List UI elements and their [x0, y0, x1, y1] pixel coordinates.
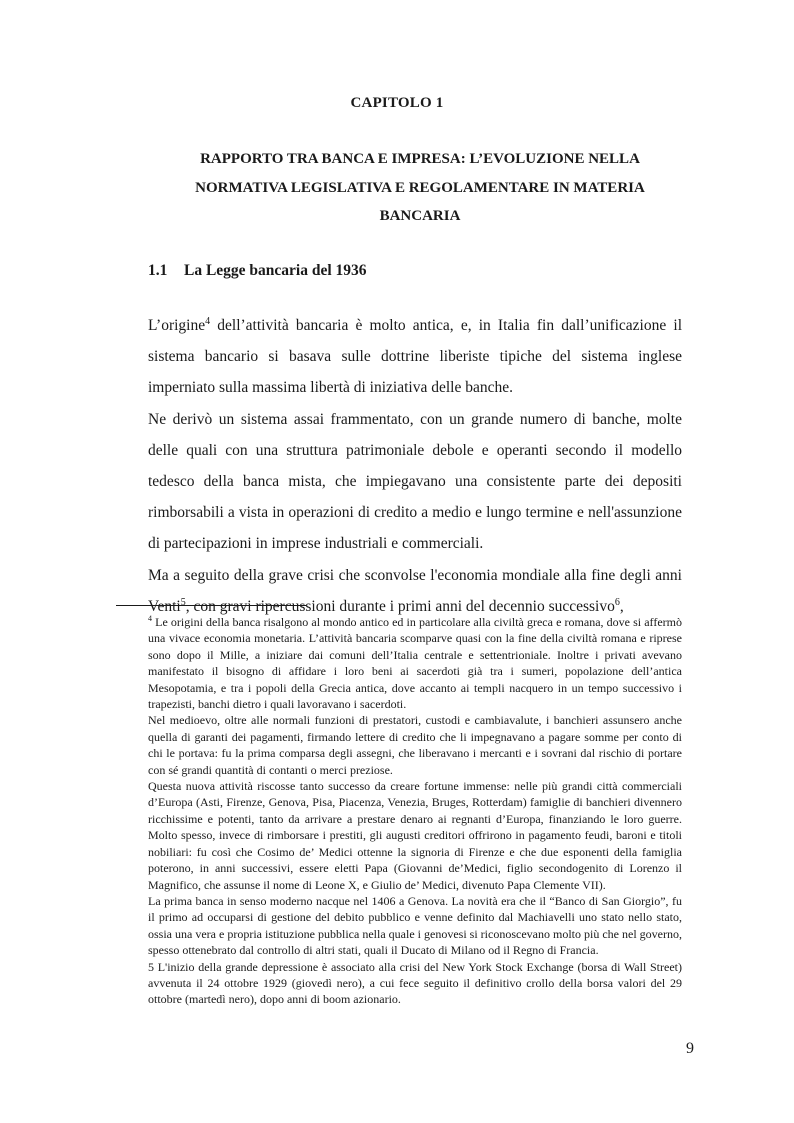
- body-paragraph-1: [148, 310, 682, 404]
- section-heading: [148, 262, 367, 280]
- body-text-span: dell’attività bancaria è molto antica, e, in Italia fin dall’unificazione il sistema bancario si basava sulle dottrine liberiste tipiche del sistema inglese imperniato sulla massima libertà di iniziativa delle banche.: [148, 317, 682, 397]
- footnote-4: [148, 614, 682, 712]
- section-number: 1.1: [148, 262, 168, 279]
- page-number: 9: [686, 1040, 694, 1057]
- chapter-label: CAPITOLO 1: [350, 95, 444, 111]
- section-title: La Legge bancaria del 1936: [184, 262, 367, 279]
- body-text-span: L’origine: [148, 317, 206, 334]
- footnote-ref-4: 4: [205, 315, 211, 327]
- footnote-ref-5: 5: [180, 596, 186, 608]
- footnote-4-paragraph-2: Nel medioevo, oltre alle normali funzioni di prestatori, custodi e cambiavalute, i banchieri assunsero anche quella di garanti dei pagamenti, firmando lettere di credito che li impegnavano a pagare somme per conto di chi le portava: fu la prima comparsa degli assegni, che liberavano i mercanti e i sovrani dal rischio di portare con sé grandi quantità di contanti o merci preziose.: [148, 713, 682, 777]
- footnote-5: 5 L'inizio della grande depressione è associato alla crisi del New York Stock Exchange (borsa di Wall Street) avvenuta il 24 ottobre 1929 (giovedì nero), a cui fece seguito il definitivo crollo della borsa valori del 29 ottobre (martedì nero), dopo anni di boom azionario.: [148, 959, 682, 1007]
- footnote-ref-6: 6: [614, 596, 620, 608]
- body-text-span: , con gravi ripercussioni durante i primi anni del decennio successivo: [185, 597, 615, 615]
- footnote-4-paragraph-4: La prima banca in senso moderno nacque nel 1406 a Genova. La novità era che il “Banco di San Giorgio”, fu il primo ad occuparsi di gestione del debito pubblico e venne definito dal Machiavelli uno stato nello stato, ossia una vera e propria istituzione pubblica nella quale i genovesi si riconoscevano molto più che nel governo, spesso ottenebrato dal controllo di altri stati, quali il Ducato di Milano od il Regno di Francia.: [148, 893, 682, 958]
- footnote-text: Le origini della banca risalgono al mondo antico ed in particolare alla civiltà greca e romana, dove si affermò una vivace economia monetaria. L’attività bancaria scomparve quasi con la fine della civiltà romana e riprese sono dopo il Mille, a iniziare dai comuni dell’Italia centrale e settentrioniale. Inoltre i privati avevano manifestato il bisogno di affidare i loro beni ai sacerdoti già tra i sumeri, popolazione dell’antica Mesopotamia, e tra i popoli della Grecia antica, dove accanto ai templi nacquero in un tempo successivo i trapezisti, banchi dietro i quali lavoravano i sacerdoti.: [148, 615, 682, 712]
- body-paragraph-2: Ne derivò un sistema assai frammentato, con un grande numero di banche, molte delle quali con una struttura patrimoniale debole e operanti secondo il modello tedesco della banca mista, che impiegavano una consistente parte dei depositi rimborsabili a vista in operazioni di credito a medio e lungo termine e nell'assunzione di partecipazioni in imprese industriali e commerciali.: [148, 410, 682, 553]
- chapter-title: RAPPORTO TRA BANCA E IMPRESA: L’EVOLUZIONE NELLA NORMATIVA LEGISLATIVA E REGOLAMENTARE IN MATERIA BANCARIA: [195, 151, 645, 224]
- body-paragraph-3: [148, 560, 682, 622]
- footnote-4-paragraph-3: Questa nuova attività riscosse tanto successo da creare fortune immense: nelle più grandi città commerciali d’Europa (Asti, Firenze, Genova, Pisa, Piacenza, Venezia, Bruges, Rotterdam) famiglie di banchieri divennero ricchissime e potenti, tanto da arrivare a prestare denaro ai regnanti d’Europa, finanziando le loro guerre. Molto spesso, invece di rimborsare i prestiti, gli augusti creditori offrirono in pagamento feudi, baroni e titoli nobiliari: fu così che Cosimo de’ Medici ottenne la signoria di Firenze e che due esponenti della famiglia poterono, in anni successivi, essere eletti Papa (Giovanni de’Medici, figlio secondogenito di Lorenzo il Magnifico, che assunse il nome di Leone X, e Giulio de’ Medici, divenuto Papa Clemente VII).: [148, 779, 682, 892]
- footnote-separator: [116, 605, 306, 606]
- footnote-4-marker: 4: [148, 614, 152, 623]
- body-text-span: ,: [619, 597, 624, 615]
- body-text-span: Ma a seguito della grave crisi che sconvolse l'economia mondiale alla fine degli anni Venti: [148, 566, 682, 615]
- body-text: [148, 310, 682, 622]
- footnotes: [148, 614, 682, 1008]
